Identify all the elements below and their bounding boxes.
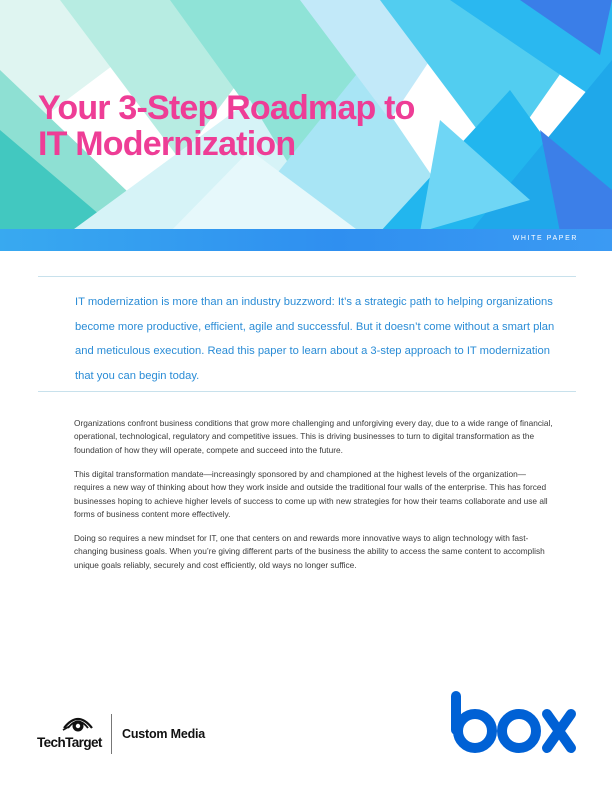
title-line-2: IT Modernization [38, 125, 296, 163]
body-paragraph: This digital transformation mandate—increasingly sponsored by and championed at the highest levels of the organization—requires a new way of thinking about how they work inside and outside the traditional four walls of the enterprise. This has forced businesses hoping to achieve higher levels of success to come up with new strategies for how their teams collaborate and use all forms of business content more effectively. [74, 468, 548, 519]
intro-top-divider [38, 276, 576, 277]
body-text [74, 417, 554, 583]
body-paragraph: Organizations confront business conditions that grow more challenging and unforgiving every day, due to a wide range of financial, operational, technological, regulatory and competitive issues. This is driving businesses to turn to digital transformation as the foundation of how they will operate, compete and succeed into the future. [74, 418, 553, 455]
title-line-1: Your 3-Step Roadmap to [38, 89, 415, 127]
custom-media-label: Custom Media [122, 727, 206, 741]
box-logo [447, 677, 579, 756]
box-wordmark: box [447, 677, 473, 694]
techtarget-wordmark: TechTarget [37, 735, 102, 750]
techtarget-logo [37, 712, 227, 756]
page-title [38, 90, 415, 162]
techtarget-eye-icon [61, 712, 95, 736]
intro-paragraph: IT modernization is more than an industry buzzword: It’s a strategic path to helping organizations become more productive, efficient, agile and successful. But it doesn’t come without a smart plan and meticulous execution. Read this paper to learn about a 3-step approach to IT modernization that you can begin today. [75, 296, 555, 382]
intro-bottom-divider [38, 391, 576, 392]
logo-divider [111, 714, 112, 754]
header-band [0, 229, 612, 251]
doc-type-label: WHITE PAPER [512, 235, 578, 242]
body-paragraph: Doing so requires a new mindset for IT, one that centers on and rewards more innovative ways to align technology with fast-changing business goals. When you’re giving different parts of the business the ability to access the same content to accomplish unique goals reliably, securely and cost efficiently, old ways no longer suffice. [74, 532, 545, 570]
